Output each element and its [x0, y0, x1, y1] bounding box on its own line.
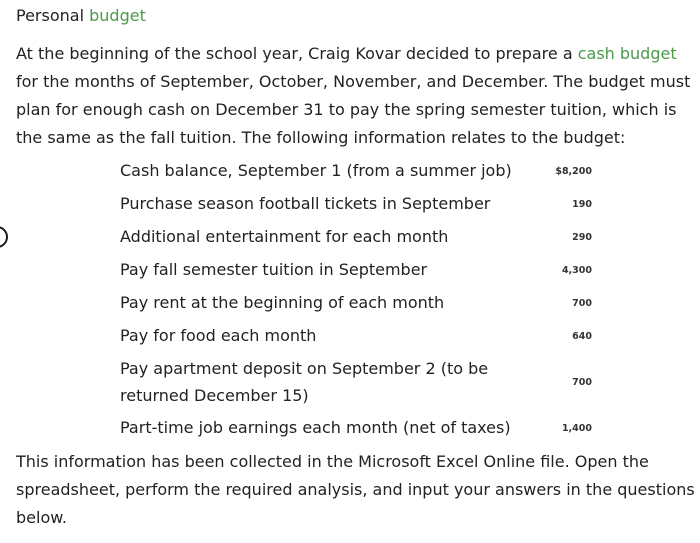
row-label: Part-time job earnings each month (net of taxes) [120, 418, 511, 437]
budget-info-table [120, 156, 600, 445]
row-label-line-2: returned December 15) [120, 386, 309, 405]
budget-row-football-tickets [120, 188, 600, 221]
intro-paragraph [16, 40, 696, 152]
budget-row-food [120, 320, 600, 353]
budget-row-job-earnings [120, 412, 600, 445]
row-value: 1,400 [561, 422, 592, 434]
intro-line-3: plan for enough cash on December 31 to pay the spring semester tuition, which is [16, 100, 677, 119]
row-label: Additional entertainment for each month [120, 227, 449, 246]
row-label: Pay rent at the beginning of each month [120, 293, 445, 312]
budget-row-entertainment [120, 221, 600, 254]
outro-paragraph [16, 448, 700, 532]
row-label: Pay for food each month [120, 326, 317, 345]
row-label-line-1: Pay apartment deposit on September 2 (to be [120, 359, 489, 378]
intro-line-4: the same as the fall tuition. The following information relates to the budget: [16, 128, 626, 147]
cash-budget-link[interactable]: cash budget [577, 44, 677, 63]
outro-line-3: below. [16, 508, 67, 527]
row-value: 640 [572, 330, 592, 342]
budget-link[interactable]: budget [89, 6, 146, 25]
budget-row-rent [120, 287, 600, 320]
radio-circle-icon[interactable] [0, 226, 8, 248]
heading-prefix: Personal [16, 6, 85, 25]
row-label: Pay fall semester tuition in September [120, 260, 428, 279]
outro-line-2: spreadsheet, perform the required analysis, and input your answers in the questions [16, 480, 695, 499]
row-value: 290 [572, 231, 592, 243]
row-value: $8,200 [555, 166, 592, 177]
intro-line-1-text: At the beginning of the school year, Craig Kovar decided to prepare a [16, 44, 573, 63]
row-value: 190 [572, 198, 592, 210]
row-value: 700 [572, 297, 592, 309]
budget-row-cash-balance [120, 156, 600, 188]
row-value: 700 [572, 376, 592, 388]
budget-row-apartment-deposit [120, 353, 600, 412]
intro-line-2: for the months of September, October, November, and December. The budget must [16, 72, 691, 91]
row-label: Cash balance, September 1 (from a summer job) [120, 161, 512, 180]
outro-line-1: This information has been collected in the Microsoft Excel Online file. Open the [16, 452, 649, 471]
budget-row-fall-tuition [120, 254, 600, 287]
row-value: 4,300 [561, 264, 592, 276]
intro-line-1 [16, 40, 696, 68]
row-label: Purchase season football tickets in September [120, 194, 491, 213]
section-heading [16, 5, 146, 27]
